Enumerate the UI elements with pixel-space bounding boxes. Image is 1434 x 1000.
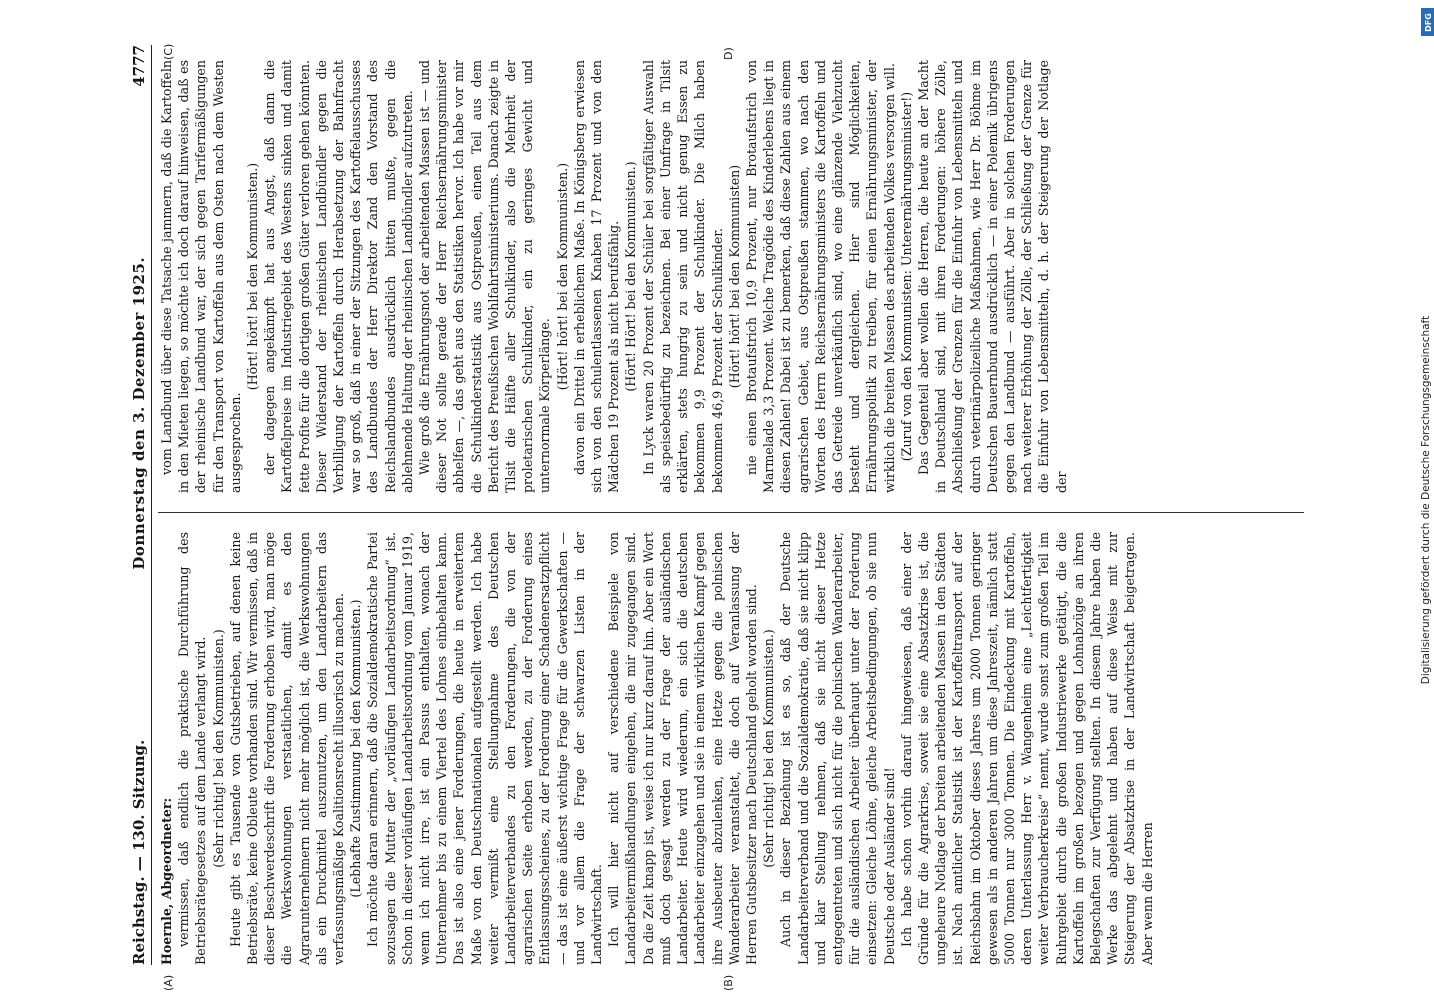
right-column-interjection: (Hört! Hört! bei den Kommunisten.) bbox=[623, 161, 639, 392]
right-column-paragraph: Das Gegenteil aber wollen die Herren, die heute an der Macht in Deutschland sind, mit ihren Forderungen: höhere Zölle, Abschließung der Grenzen für die Einfuhr von Lebensmitteln und durch veterinärpolizeiliche Maßnahmen, wie Herr Dr. Böhme im Deutschen Bauernbund ausdrücklich — in einer Polemik übrigens gegen den Landbund — ausführt. Aber in solchen Forderungen nach weiterer Erhöhung der Zölle, der Schließung der Grenze für die Einfuhr von Lebensmitteln, d. h. der Steigerung der Notlage der bbox=[915, 60, 1069, 493]
right-column-interjection: (Hört! hört! bei den Kommunisten.) bbox=[245, 162, 261, 391]
left-column-speaker-line: Hoernle, Abgeordneter: bbox=[159, 797, 174, 965]
left-column bbox=[158, 532, 1156, 965]
left-column-paragraph: Ich will hier nicht auf verschiedene Beispiele von Landarbeitermißhandlungen eingehen, die mir zugegangen sind. Da die Zeit knapp ist, weise ich nur kurz darauf hin. Aber ein Wort muß doch gesagt werden zu der Frage der ausländischen Landarbeiter. Heute wird wiederum, ein sich die deutschen Landarbeiter einzugehen und sie in einem wirklichen Kampf gegen ihre Ausbeuter abzulenken, eine Hetze gegen die polnischen Wanderarbeiter veranstaltet, die doch auf Veranlassung der Herren Gutsbesitzer nach Deutschland geholt worden sind. bbox=[606, 532, 759, 965]
right-column-paragraph: der dagegen angekämpft hat aus Angst, daß dann die Kartoffelpreise im Industriegebiet des Westens sinken und damit fette Profite für die dortigen großen Güter verloren gehen könnten. Dieser Widerstand der rheinischen Landbündler gegen die Verbilligung der Kartoffeln durch Herabsetzung der Bahnfracht war so groß, daß in einer der Sitzungen des Kartoffelausschusses des Landbundes der Herr Direktor Zand den Vorstand des Reichslandbundes ausdrücklich bitten mußte, gegen die ablehnende Haltung der rheinischen Landbündler aufzutreten. bbox=[262, 60, 415, 493]
left-column-paragraph: vermissen, daß endlich die praktische Durchführung des Betriebsrätegesetzes auf dem Lande verlangt wird. bbox=[176, 532, 209, 965]
left-column-paragraph: Auch in dieser Beziehung ist es so, daß der Deutsche Landarbeiterverband und die Sozialdemokratie, daß sie nicht klipp und klar Stellung nehmen, daß sie nicht dieser Hetze entgegentreten und sich nicht für die polnischen Wanderarbeiter, für die ausländischen Arbeiter überhaupt unter der Forderung einsetzen: Gleiche Löhne, gleiche Arbeitsbedingungen, ob sie nun Deutsche oder Ausländer sind! bbox=[778, 532, 897, 965]
column-divider bbox=[158, 512, 1304, 513]
left-column-interjection: (Lebhafte Zustimmung bei den Kommunisten.) bbox=[348, 599, 364, 898]
right-column-paragraph: Wie groß die Ernährungsnot der arbeitenden Massen ist — und dieser Not sollte gerade der Herr Reichsernährungsminister abhelfen —, das geht aus den Statistiken hervor. Ich habe vor mir die Schulkinderstatistik aus Ostpreußen, einen Teil aus dem Bericht des Preußischen Wohlfahrtsministeriums. Danach zeigte in Tilsit die Hälfte aller Schulkinder, also die Mehrheit der proletarischen Schulkinder, ein zu geringes Gewicht und unternormale Körperlänge. bbox=[417, 60, 553, 493]
document-page bbox=[120, 43, 1310, 991]
dfg-logo-text: DFG bbox=[1423, 12, 1433, 32]
right-column-paragraph: In Lyck waren 20 Prozent der Schüler bei sorgfältiger Auswahl als speisebedürftig zu bezeichnen. Bei einer Umfrage in Tilsit erklärten, stets hungrig zu sein und nicht genug Essen zu bekommen 9,9 Prozent der Schulkinder. Die Milch haben bekommen 46,9 Prozent der Schulkinder. bbox=[640, 60, 725, 493]
right-column-paragraph: davon ein Drittel in erheblichem Maße. In Königsberg erwiesen sich von den schulentlassenen Knaben 17 Prozent und von den Mädchen 19 Prozent als nicht berufsfähig. bbox=[571, 60, 622, 493]
margin-marker-b: (B) bbox=[722, 974, 735, 991]
digitization-credit-text: Digitalisierung gefördert durch die Deutsche Forschungsgemeinschaft bbox=[1420, 315, 1432, 685]
margin-marker-c: (C) bbox=[162, 43, 175, 60]
right-column bbox=[158, 60, 1070, 493]
digitization-credit bbox=[1418, 110, 1434, 890]
left-column-interjection: (Sehr richtig! bei den Kommunisten.) bbox=[210, 629, 226, 868]
left-column-paragraph: Ich möchte daran erinnern, daß die Sozialdemokratische Partei sozusagen die Mutter der „vorläufigen Landarbeitsordnung“ ist. Schon in dieser vorläufigen Landarbeitsordnung vom Januar 1919, wenn ich nicht irre, ist ein Passus enthalten, wonach der Unternehmer bis zu einem Viertel des Lohnes einbehalten kann. Das ist also eine jener Forderungen, die heute in erweitertem Maße von den Deutschnationalen aufgestellt werden. Ich habe weiter vermißt eine Stellungnahme des Deutschen Landarbeiterverbandes zu den Forderungen, die von der agrarischen Seite erhoben werden, zu der Forderung eines Entlassungsscheines, zu der Forderung einer Schadenersatzpflicht — das ist eine äußerst wichtige Frage für die Gewerkschaften — und vor allem die Frage der schwarzen Listen in der Landwirtschaft. bbox=[365, 532, 605, 965]
right-column-interjection: (Zuruf von den Kommunisten: Unterernährungsminister!) bbox=[898, 91, 914, 462]
header-left: Reichstag. — 130. Sitzung. bbox=[129, 739, 148, 965]
margin-marker-d: D) bbox=[722, 47, 735, 60]
right-column-paragraph: nie einen Brotaufstrich 10,9 Prozent, nur Brotaufstrich von Marmelade 3,3 Prozent. Welche Tragödie des Kinderlebens liegt in diesen Zahlen! Dabei ist zu bemerken, daß diese Zahlen aus einem agrarischen Gebiet, aus Ostpreußen stammen, wo nach den Worten des Herrn Reichsernährungsministers die Kartoffeln und das Getreide unverkäuflich sind, wo eine glänzende Viehzucht besteht und dergleichen. Hier sind Möglichkeiten, Ernährungspolitik zu treiben, für einen Ernährungsminister, der wirklich die breiten Massen des arbeitenden Volkes versorgen will. bbox=[743, 60, 897, 493]
right-column-paragraph: vom Landbund über diese Tatsache jammern, daß die Kartoffeln in den Mieten liegen, so möchte ich doch darauf hinweisen, daß es der rheinische Landbund war, der sich gegen Tarifermäßigungen für den Transport von Kartoffeln aus dem Osten nach dem Westen ausgesprochen. bbox=[159, 60, 243, 493]
page-number: 4777 bbox=[129, 45, 148, 87]
margin-marker-a: (A) bbox=[162, 974, 175, 991]
left-column-paragraph: Ich habe schon vorhin darauf hingewiesen, daß einer der Gründe für die Agrarkrise, soweit sie eine Absatzkrise ist, die ungeheure Notlage der breiten arbeitenden Massen in den Städten ist. Nach amtlicher Statistik ist der Kartoffeltransport auf der Reichsbahn im Oktober dieses Jahres um 2000 Tonnen geringer gewesen als in anderen Jahren um diese Jahreszeit, nämlich statt 5000 Tonnen nur 3000 Tonnen. Die Eindeckung mit Kartoffeln, deren Unterlassung Herr v. Wangenheim eine „Leichtfertigkeit weiter Verbraucherkreise“ nennt, wurde sonst zum großen Teil im Ruhrgebiet durch die großen Industriewerke getätigt, die die Kartoffeln im großen bezogen und gegen Lohnabzüge an ihren Belegschaften zur Verfügung stellten. In diesem Jahre haben die Werke das abgelehnt und haben auf diese Weise mit zur Steigerung der Absatzkrise in der Landwirtschaft beigetragen. Aber wenn die Herren bbox=[898, 532, 1155, 965]
page-header bbox=[120, 45, 152, 965]
left-column-paragraph: Heute gibt es Tausende von Gutsbetrieben, auf denen keine Betriebsräte, keine Obleute vorhanden sind. Wir vermissen, daß in dieser Beschwerdeschrift die Forderung erhoben wird, man möge die Werkswohnungen verstaatlichen, damit es den Agrarunternehmern nicht mehr möglich ist, die Werkswohnungen als ein Druckmittel auszunutzen, um den Landarbeitern das verfassungsmäßige Koalitionsrecht illusorisch zu machen. bbox=[227, 532, 347, 965]
header-center: Donnerstag den 3. Dezember 1925. bbox=[129, 256, 148, 570]
right-column-interjection: (Hört! hört! bei den Kommunisten.) bbox=[554, 162, 570, 391]
right-column-interjection: (Hört! hört! bei den Kommunisten) bbox=[726, 164, 742, 389]
left-column-interjection: (Sehr richtig! bei den Kommunisten.) bbox=[761, 629, 777, 868]
dfg-logo bbox=[1421, 8, 1434, 36]
